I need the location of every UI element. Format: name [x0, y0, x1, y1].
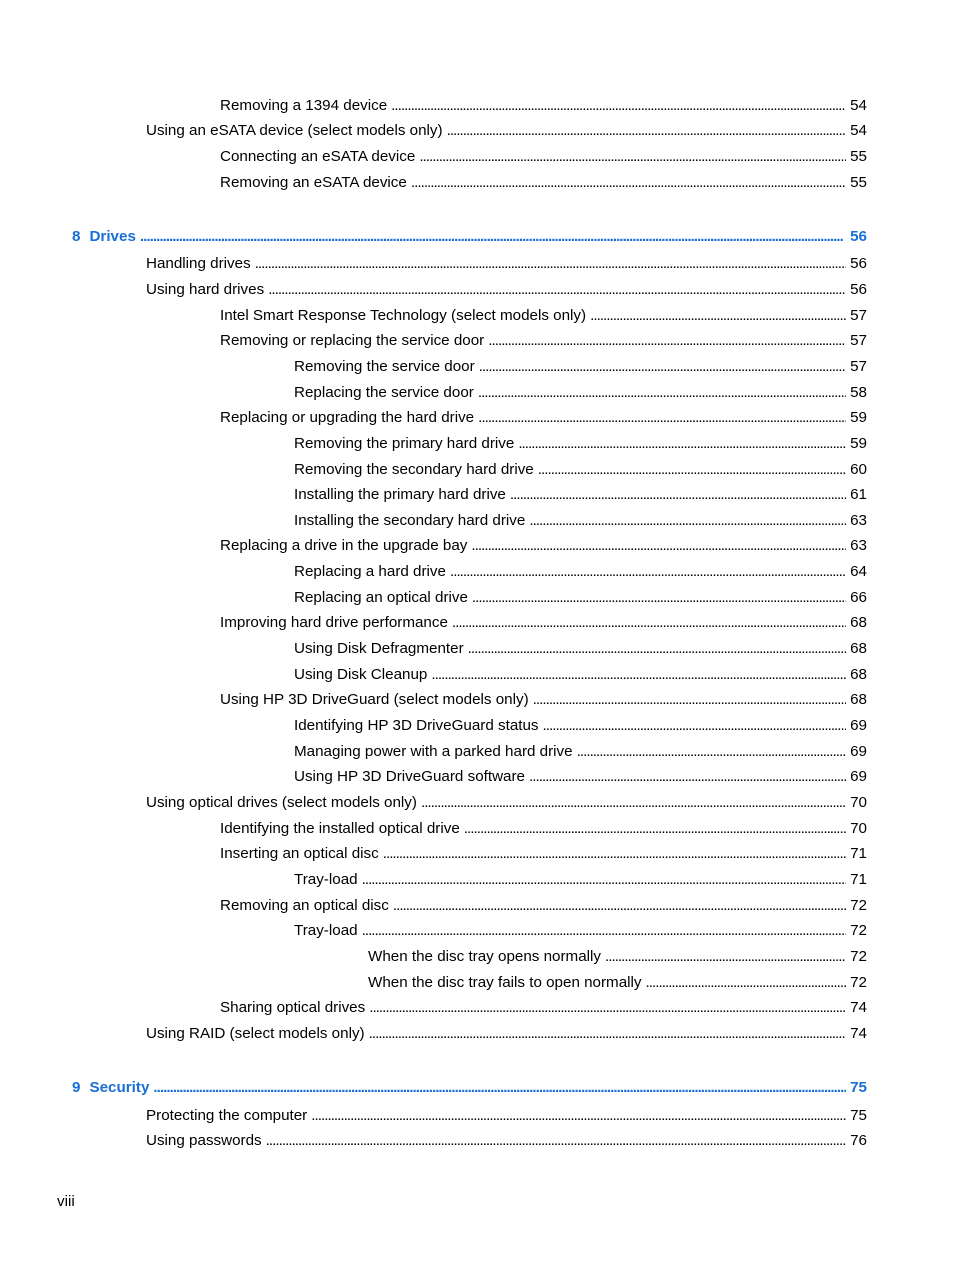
toc-entry-page: 58: [850, 384, 867, 401]
toc-entry[interactable]: [220, 818, 867, 840]
toc-entry[interactable]: [220, 535, 867, 557]
toc-entry[interactable]: [294, 382, 867, 404]
toc-entry-title: Using passwords: [146, 1132, 262, 1149]
toc-entry-page: 55: [850, 148, 867, 165]
toc-entry-page: 59: [850, 435, 867, 452]
dot-leader: [369, 1023, 846, 1045]
toc-entry-title: Installing the secondary hard drive: [294, 512, 526, 529]
dot-leader: [140, 226, 846, 248]
toc-entry[interactable]: [368, 946, 867, 968]
dot-leader: [478, 407, 846, 429]
toc-entry[interactable]: [220, 895, 867, 917]
toc-entry[interactable]: [146, 279, 867, 301]
toc-entry[interactable]: [294, 766, 867, 788]
toc-entry-page: 74: [850, 999, 867, 1016]
toc-entry-title: Removing an optical disc: [220, 897, 389, 914]
toc-entry[interactable]: [368, 972, 867, 994]
toc-entry-title: When the disc tray opens normally: [368, 948, 601, 965]
toc-entry[interactable]: [220, 146, 867, 168]
dot-leader: [255, 253, 846, 275]
toc-entry-page: 57: [850, 307, 867, 324]
toc-entry-page: 64: [850, 563, 867, 580]
toc-entry-title: Security: [89, 1079, 150, 1096]
toc-entry-page: 56: [850, 228, 867, 245]
toc-entry-title: Tray-load: [294, 922, 358, 939]
toc-entry-page: 75: [850, 1079, 867, 1096]
toc-entry[interactable]: [220, 172, 867, 194]
toc-entry[interactable]: [294, 664, 867, 686]
toc-entry-title: Removing a 1394 device: [220, 97, 388, 114]
toc-entry[interactable]: [220, 997, 867, 1019]
toc-entry-page: 75: [850, 1107, 867, 1124]
toc-entry-page: 71: [850, 845, 867, 862]
dot-leader: [153, 1077, 846, 1099]
dot-leader: [447, 120, 847, 142]
toc-entry[interactable]: [146, 792, 867, 814]
page-number: viii: [57, 1193, 75, 1210]
toc-entry-title: Using HP 3D DriveGuard software: [294, 768, 525, 785]
dot-leader: [464, 818, 846, 840]
toc-entry-title: Replacing a hard drive: [294, 563, 446, 580]
dot-leader: [510, 484, 846, 506]
toc-entry-page: 69: [850, 743, 867, 760]
dot-leader: [369, 997, 846, 1019]
toc-entry-page: 54: [850, 97, 867, 114]
dot-leader: [268, 279, 846, 301]
toc-entry[interactable]: [220, 689, 867, 711]
toc-entry-title: Using Disk Cleanup: [294, 666, 428, 683]
toc-entry-page: 57: [850, 332, 867, 349]
dot-leader: [419, 146, 846, 168]
dot-leader: [391, 95, 846, 117]
dot-leader: [529, 510, 846, 532]
dot-leader: [471, 535, 846, 557]
toc-entry-title: Removing the primary hard drive: [294, 435, 515, 452]
toc-entry[interactable]: [294, 638, 867, 660]
dot-leader: [452, 612, 846, 634]
toc-entry-title: Removing an eSATA device: [220, 174, 407, 191]
toc-entry-page: 71: [850, 871, 867, 888]
toc-entry[interactable]: [146, 1105, 867, 1127]
toc-entry-title: Managing power with a parked hard drive: [294, 743, 573, 760]
dot-leader: [362, 869, 847, 891]
toc-entry-page: 60: [850, 461, 867, 478]
toc-entry[interactable]: [294, 484, 867, 506]
toc-entry-title: Using RAID (select models only): [146, 1025, 365, 1042]
toc-entry-page: 57: [850, 358, 867, 375]
dot-leader: [543, 715, 847, 737]
toc-entry-title: Replacing an optical drive: [294, 589, 468, 606]
dot-leader: [411, 172, 846, 194]
toc-entry[interactable]: [220, 305, 867, 327]
toc-entry[interactable]: [146, 120, 867, 142]
toc-entry-page: 66: [850, 589, 867, 606]
dot-leader: [468, 638, 846, 660]
toc-entry-title: Sharing optical drives: [220, 999, 366, 1016]
toc-entry-title: Identifying HP 3D DriveGuard status: [294, 717, 539, 734]
dot-leader: [266, 1130, 846, 1152]
dot-leader: [605, 946, 846, 968]
toc-entry-title: When the disc tray fails to open normally: [368, 974, 642, 991]
toc-entry-page: 56: [850, 281, 867, 298]
toc-entry[interactable]: [294, 741, 867, 763]
toc-entry-page: 63: [850, 512, 867, 529]
toc-entry-title: Removing the secondary hard drive: [294, 461, 534, 478]
toc-entry[interactable]: [294, 356, 867, 378]
dot-leader: [421, 792, 846, 814]
dot-leader: [472, 587, 846, 609]
toc-entry-page: 61: [850, 486, 867, 503]
toc-chapter-entry[interactable]: [72, 226, 867, 248]
toc-entry-title: Protecting the computer: [146, 1107, 308, 1124]
toc-entry-page: 68: [850, 640, 867, 657]
chapter-number: 9: [72, 1079, 81, 1096]
toc-entry[interactable]: [220, 843, 867, 865]
chapter-number: 8: [72, 228, 81, 245]
toc-entry-page: 70: [850, 794, 867, 811]
toc-entry[interactable]: [294, 869, 867, 891]
toc-entry-page: 55: [850, 174, 867, 191]
dot-leader: [450, 561, 846, 583]
toc-entry-title: Identifying the installed optical drive: [220, 820, 460, 837]
toc-entry-title: Removing or replacing the service door: [220, 332, 485, 349]
toc-entry-title: Replacing or upgrading the hard drive: [220, 409, 475, 426]
dot-leader: [311, 1105, 846, 1127]
toc-entry[interactable]: [220, 95, 867, 117]
dot-leader: [479, 356, 846, 378]
toc-entry-page: 72: [850, 948, 867, 965]
toc-entry-title: Using an eSATA device (select models only): [146, 122, 443, 139]
toc-entry[interactable]: [146, 253, 867, 275]
toc-entry-page: 72: [850, 922, 867, 939]
dot-leader: [577, 741, 846, 763]
dot-leader: [383, 843, 846, 865]
dot-leader: [538, 459, 846, 481]
toc-entry-title: Replacing the service door: [294, 384, 474, 401]
dot-leader: [590, 305, 846, 327]
dot-leader: [362, 920, 847, 942]
toc-entry[interactable]: [294, 587, 867, 609]
toc-entry-title: Drives: [89, 228, 136, 245]
dot-leader: [533, 689, 846, 711]
dot-leader: [488, 330, 846, 352]
toc-entry[interactable]: [294, 561, 867, 583]
dot-leader: [478, 382, 846, 404]
toc-entry-page: 74: [850, 1025, 867, 1042]
toc-entry-title: Replacing a drive in the upgrade bay: [220, 537, 468, 554]
toc-entry-page: 72: [850, 897, 867, 914]
toc-entry-title: Removing the service door: [294, 358, 475, 375]
toc-entry-page: 69: [850, 768, 867, 785]
toc-entry[interactable]: [294, 920, 867, 942]
toc-entry-title: Using Disk Defragmenter: [294, 640, 464, 657]
toc-entry-page: 68: [850, 614, 867, 631]
toc-entry-title: Tray-load: [294, 871, 358, 888]
toc-chapter-entry[interactable]: [72, 1077, 867, 1099]
toc-entry-page: 56: [850, 255, 867, 272]
toc-entry-page: 72: [850, 974, 867, 991]
toc-entry-title: Using hard drives: [146, 281, 265, 298]
dot-leader: [518, 433, 846, 455]
toc-entry-title: Connecting an eSATA device: [220, 148, 416, 165]
toc-entry[interactable]: [294, 715, 867, 737]
toc-entry-page: 69: [850, 717, 867, 734]
toc-entry-page: 70: [850, 820, 867, 837]
toc-entry-title: Handling drives: [146, 255, 251, 272]
toc-entry-page: 59: [850, 409, 867, 426]
toc-entry-title: Improving hard drive performance: [220, 614, 448, 631]
toc-entry-page: 54: [850, 122, 867, 139]
toc-entry-page: 63: [850, 537, 867, 554]
toc-entry[interactable]: [294, 510, 867, 532]
toc-entry-title: Installing the primary hard drive: [294, 486, 506, 503]
toc-entry[interactable]: [220, 612, 867, 634]
toc-entry[interactable]: [220, 330, 867, 352]
toc-entry-page: 68: [850, 691, 867, 708]
dot-leader: [393, 895, 846, 917]
toc-entry[interactable]: [146, 1023, 867, 1045]
dot-leader: [431, 664, 846, 686]
dot-leader: [529, 766, 846, 788]
toc-entry[interactable]: [294, 459, 867, 481]
dot-leader: [646, 972, 847, 994]
toc-entry[interactable]: [220, 407, 867, 429]
toc-entry-title: Using HP 3D DriveGuard (select models only): [220, 691, 529, 708]
toc-entry[interactable]: [294, 433, 867, 455]
toc-entry-title: Inserting an optical disc: [220, 845, 379, 862]
toc-entry-title: Intel Smart Response Technology (select models only): [220, 307, 587, 324]
toc-entry-title: Using optical drives (select models only): [146, 794, 417, 811]
toc-entry-page: 68: [850, 666, 867, 683]
toc-entry[interactable]: [146, 1130, 867, 1152]
toc-entry-page: 76: [850, 1132, 867, 1149]
